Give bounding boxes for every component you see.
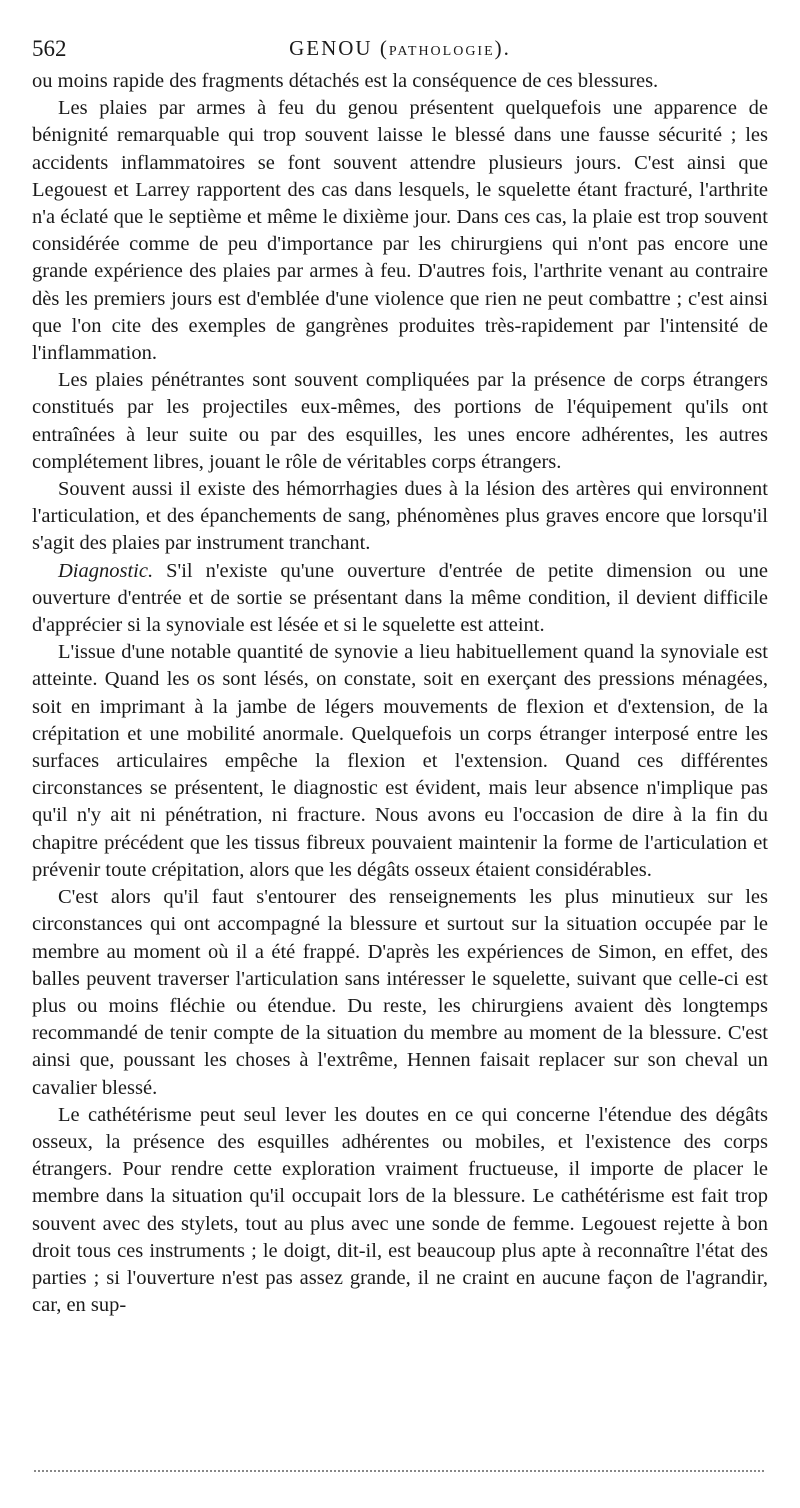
- paragraph-4: Souvent aussi il existe des hémorrhagies dues à la lésion des artères qui environnent l'articulation, et des épanchements de sang, phénomènes plus graves encore que lorsqu'il s'agit des plaies par instrument tranchant.: [32, 478, 768, 555]
- paragraph-diagnostic: [32, 558, 768, 640]
- paragraph-7: C'est alors qu'il faut s'entourer des renseignements les plus minutieux sur les circonstances qui ont accompagné la blessure et surtout sur la situation occupée par le membre au moment où il a été frappé. D'après les expériences de Simon, en effet, des balles peuvent traverser l'articulation sans intéresser le squelette, suivant que celle-ci est plus ou moins fléchie ou étendue. Du reste, les chirurgiens avaient dès longtemps recommandé de tenir compte de la situation du membre au moment de la blessure. C'est ainsi que, poussant les choses à l'extrême, Hennen faisait replacer sur son cheval un cavalier blessé.: [32, 886, 768, 1099]
- page-number: 562: [32, 36, 67, 61]
- body-text: [32, 68, 768, 1319]
- running-title-close: ).: [494, 36, 511, 60]
- paragraph-6: L'issue d'une notable quantité de synovie a lieu habituellement quand la synoviale est atteinte. Quand les os sont lésés, on constate, soit en exerçant des pressions ménagées, soit en imprimant à la jambe de légers mouvements de flexion et d'extension, de la crépitation et une mobilité anormale. Quelquefois un corps étranger interposé entre les surfaces articulaires empêche la flexion et l'extension. Quand ces différentes circonstances se présentent, le diagnostic est évident, mais leur absence n'implique pas qu'il n'y ait ni pénétration, ni fracture. Nous avons eu l'occasion de dire à la fin du chapitre précédent que les tissus fibreux pouvaient maintenir la forme de l'articulation et prévenir toute crépitation, alors que les dégâts osseux étaient considérables.: [32, 641, 768, 881]
- running-title-small: PATHOLOGIE: [388, 44, 495, 59]
- running-title: [32, 36, 768, 61]
- running-title-main: GENOU (: [289, 36, 389, 60]
- paragraph-2: Les plaies par armes à feu du genou présentent quelquefois une apparence de bénignité remarquable qui trop souvent laisse le blessé dans une fausse sécurité ; les accidents inflammatoires se font souvent attendre plusieurs jours. C'est ainsi que Legouest et Larrey rapportent des cas dans lesquels, le squelette étant fracturé, l'arthrite n'a éclaté que le septième et même le dixième jour. Dans ces cas, la plaie est trop souvent considérée comme de peu d'importance par les chirurgiens qui n'ont pas encore une grande expérience des plaies par armes à feu. D'autres fois, l'arthrite venant au contraire dès les premiers jours est d'emblée d'une violence que rien ne peut combattre ; c'est ainsi que l'on cite des exemples de gangrènes produites très-rapidement par l'intensité de l'inflammation.: [32, 97, 768, 365]
- paragraph-5: S'il n'existe qu'une ouverture d'entrée de petite dimension ou une ouverture d'entrée et de sortie se présentant dans la même condition, il devient difficile d'apprécier si la synoviale est lésée et si le squelette est atteint.: [32, 559, 769, 637]
- diagnostic-heading: Diagnostic.: [58, 559, 154, 582]
- page-header: [32, 36, 768, 66]
- paragraph-8: Le cathétérisme peut seul lever les doutes en ce qui concerne l'étendue des dégâts osseux, la présence des esquilles adhérentes ou mobiles, et l'existence des corps étrangers. Pour rendre cette exploration vraiment fructueuse, il importe de placer le membre dans la situation qu'il occupait lors de la blessure. Le cathétérisme est fait trop souvent avec des stylets, tout au plus avec une sonde de femme. Legouest rejette à bon droit tous ces instruments ; le doigt, dit-il, est beaucoup plus apte à reconnaître l'état des parties ; si l'ouverture n'est pas assez grande, il ne craint en aucune façon de l'agrandir, car, en sup-: [32, 1103, 768, 1317]
- paragraph-3: Les plaies pénétrantes sont souvent compliquées par la présence de corps étrangers constitués par les projectiles eux-mêmes, des portions de l'équipement qu'ils ont entraînées à leur suite ou par des esquilles, les unes encore adhérentes, les autres complétement libres, jouant le rôle de véritables corps étrangers.: [32, 369, 768, 473]
- footer-dotted-rule: [34, 1470, 764, 1472]
- paragraph-1: ou moins rapide des fragments détachés est la conséquence de ces blessures.: [32, 70, 659, 92]
